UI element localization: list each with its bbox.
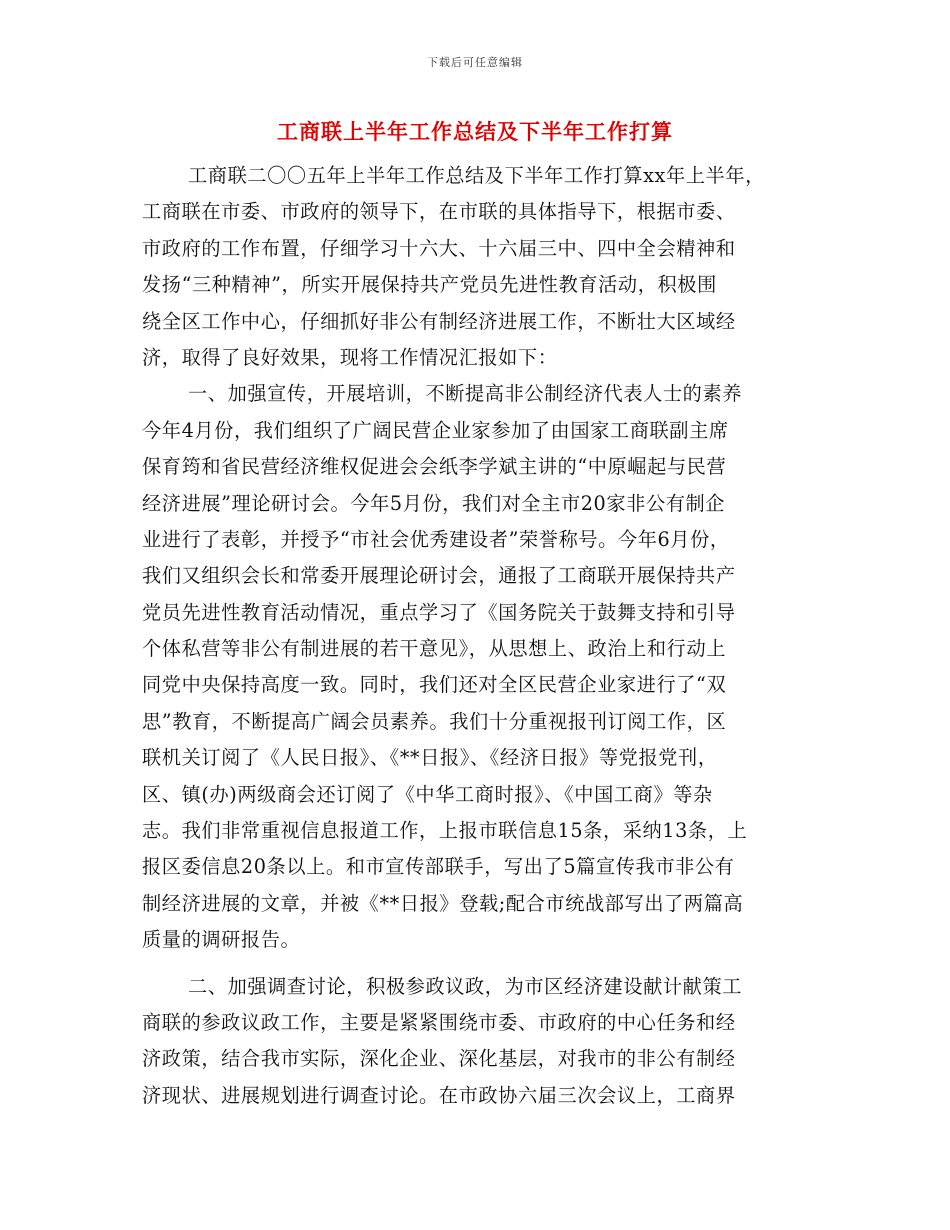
document-body [142,158,822,1114]
paragraph-2-line-13: 报区委信息20条以上。和市宣传部联手，写出了5篇宣传我市非公有 [142,855,735,879]
paragraph-2-line-2: 保育筠和省民营经济维权促进会会纸李学斌主讲的“中原崛起与民营 [142,455,727,479]
paragraph-1-line-4: 发扬“三种精神”，所实开展保持共产党员先进性教育活动，积极围 [142,273,717,297]
paragraph-1-line-6: 济，取得了良好效果，现将工作情况汇报如下： [142,345,558,369]
paragraph-2-line-14: 制经济进展的文章，并被《**日报》登载;配合市统战部写出了两篇高 [142,891,744,915]
paragraph-2-line-12: 志。我们非常重视信息报道工作，上报市联信息15条，采纳13条，上 [142,819,748,843]
section-1-heading: 一、加强宣传，开展培训，不断提高非公制经济代表人士的素养 [188,382,743,406]
document-title: 工商联上半年工作总结及下半年工作打算 [277,120,673,144]
paragraph-2-line-7: 个体私营等非公有制进展的若干意见》，从思想上、政治上和行动上 [142,637,727,661]
paragraph-2-line-11: 区、镇(办)两级商会还订阅了《中华工商时报》、《中国工商》等杂 [142,782,713,806]
paragraph-2-line-6: 党员先进性教育活动情况，重点学习了《国务院关于鼓舞支持和引导 [142,600,736,624]
section-2-line-1: 二、加强调查讨论，积极参政议政，为市区经济建设献计献策工 [188,974,743,998]
section-2-line-2: 商联的参政议政工作，主要是紧紧围绕市委、市政府的中心任务和经 [142,1010,736,1034]
section-2-line-3: 济政策，结合我市实际，深化企业、深化基层，对我市的非公有制经 [142,1047,736,1071]
paragraph-1-line-5: 绕全区工作中心，仔细抓好非公有制经济进展工作，不断壮大区域经 [142,309,736,333]
paragraph-2-line-5: 我们又组织会长和常委开展理论研讨会，通报了工商联开展保持共产 [142,564,736,588]
paragraph-gap [142,959,822,969]
paragraph-2-line-1: 今年4月份，我们组织了广阔民营企业家参加了由国家工商联副主席 [142,418,729,442]
paragraph-2-line-9: 思”教育，不断提高广阔会员素养。我们十分重视报刊订阅工作，区 [142,709,727,733]
paragraph-1-line-1: 工商联二〇〇五年上半年工作总结及下半年工作打算xx年上半年， [188,164,765,187]
section-2-line-4: 济现状、进展规划进行调查讨论。在市政协六届三次会议上，工商界 [142,1083,736,1107]
paragraph-1-line-2: 工商联在市委、市政府的领导下，在市联的具体指导下，根据市委、 [142,200,736,224]
paragraph-2-line-8: 同党中央保持高度一致。同时，我们还对全区民营企业家进行了“双 [142,673,727,697]
paragraph-1-line-3: 市政府的工作布置，仔细学习十六大、十六届三中、四中全会精神和 [142,236,736,260]
paragraph-2-line-3: 经济进展”理论研讨会。今年5月份，我们对全主市20家非公有制企 [142,491,726,515]
download-note: 下载后可任意编辑 [427,56,523,69]
paragraph-2-line-10: 联机关订阅了《人民日报》、《**日报》、《经济日报》等党报党刊， [142,746,718,770]
paragraph-2-line-4: 业进行了表彰，并授予“市社会优秀建设者”荣誉称号。今年6月份， [142,527,730,551]
paragraph-2-line-15: 质量的调研报告。 [142,928,301,952]
